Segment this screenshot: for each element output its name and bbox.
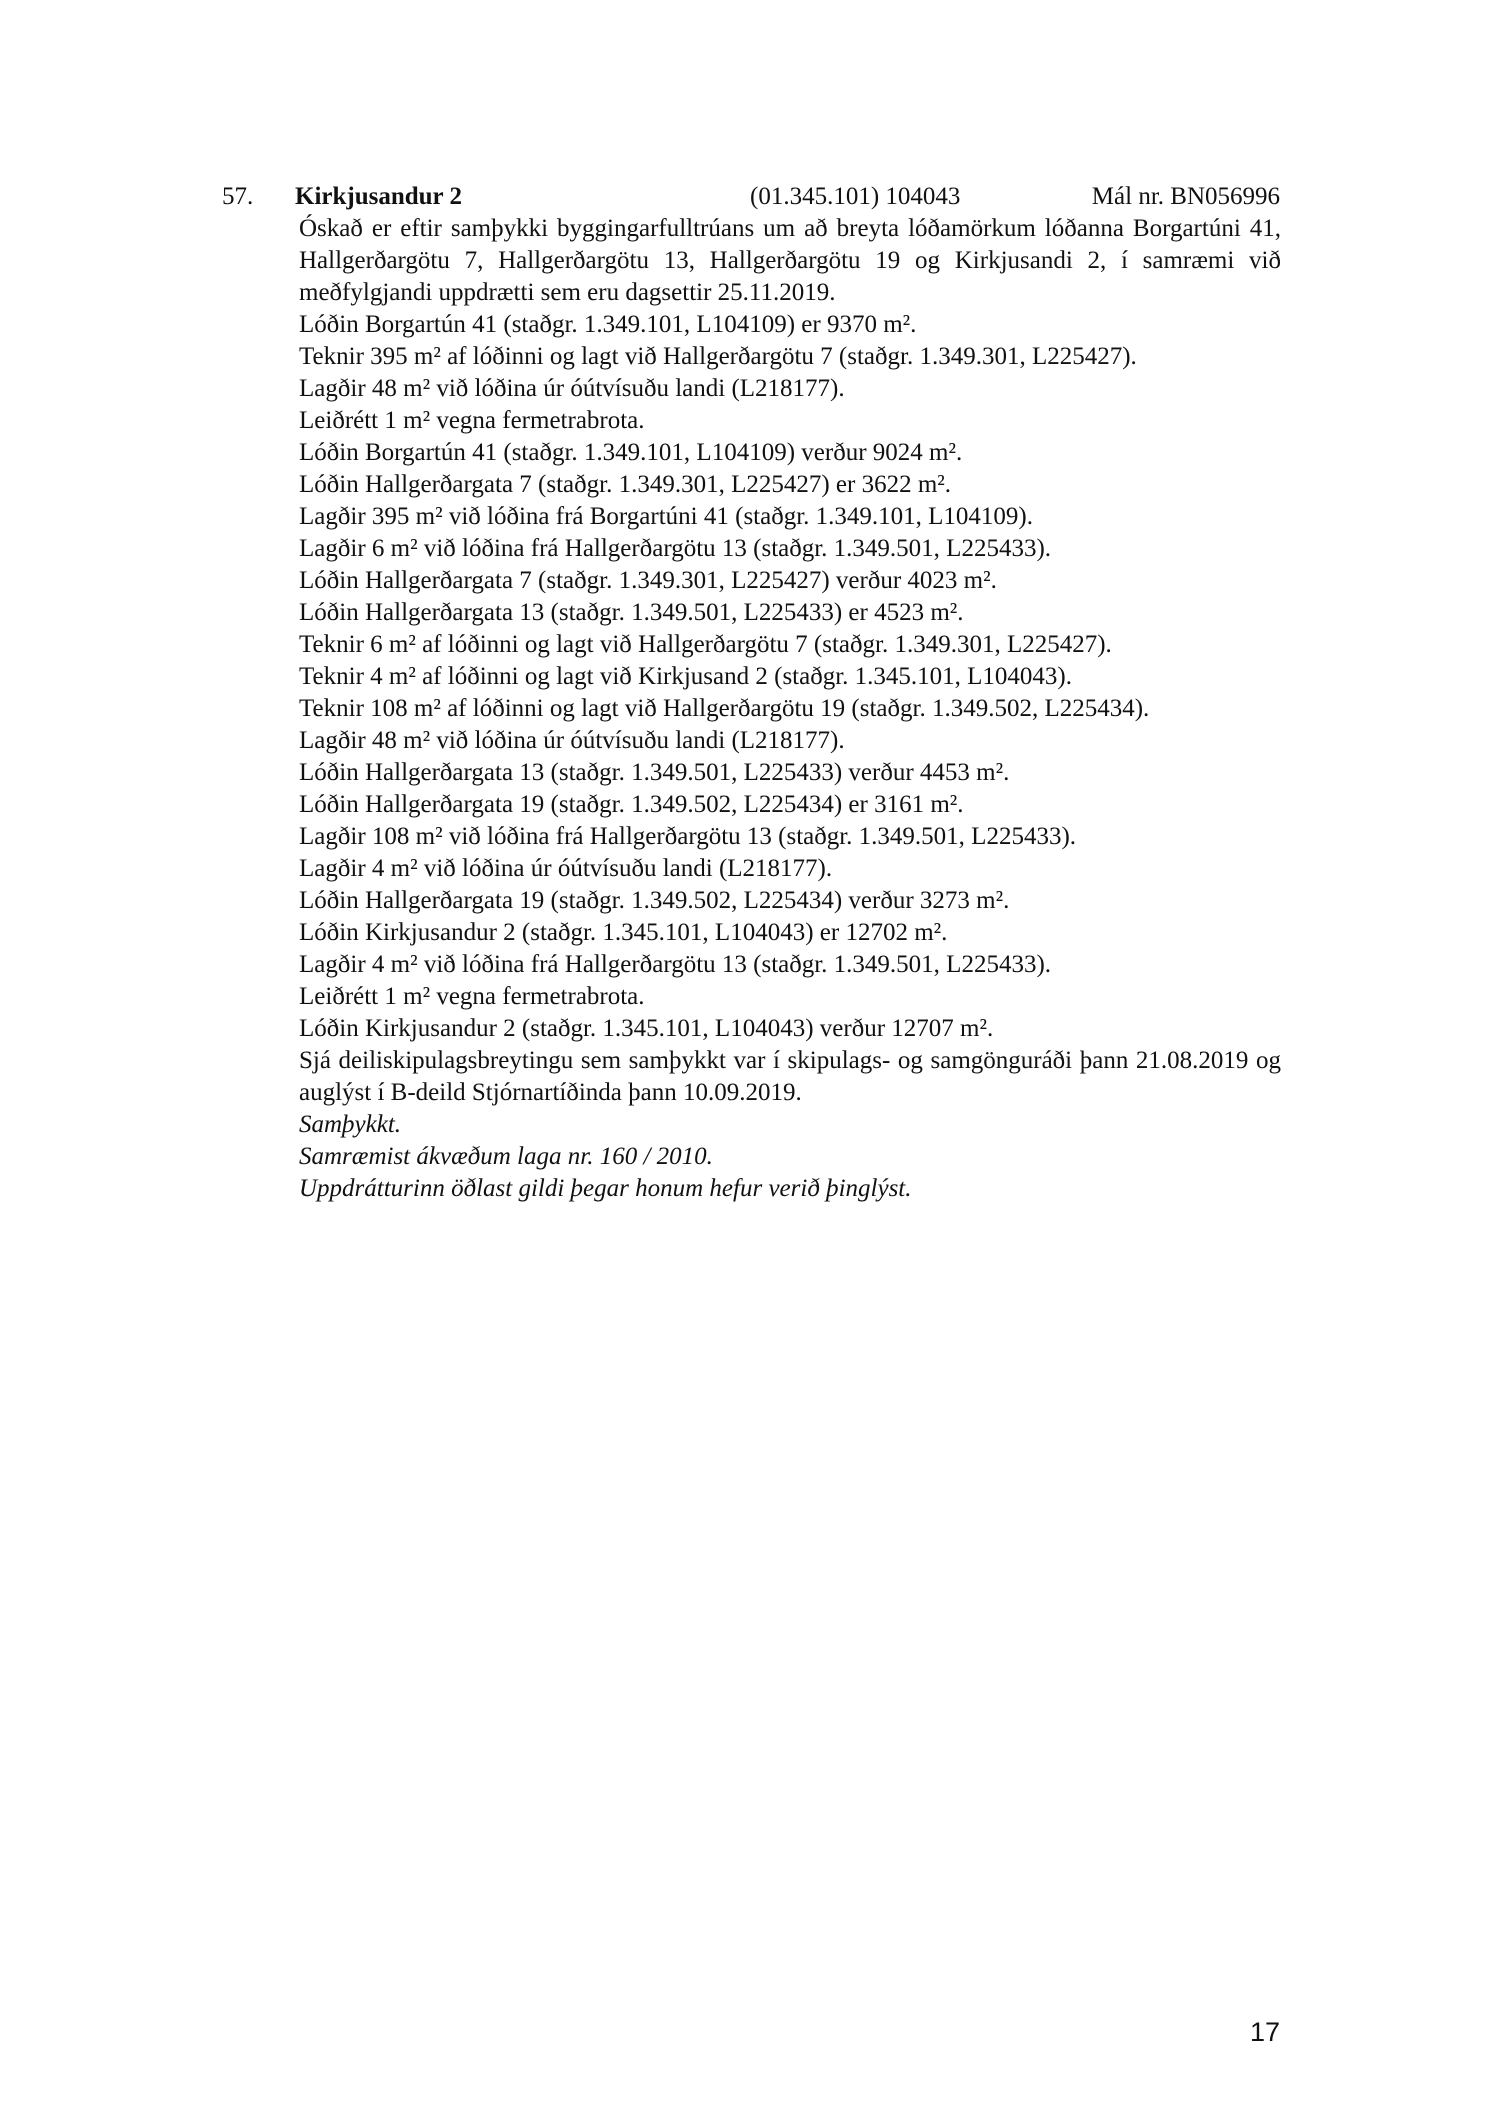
item-title: Kirkjusandur 2 [295, 183, 462, 210]
item-land-number: (01.345.101) 104043 [750, 183, 961, 210]
body-line: Lagðir 108 m² við lóðina frá Hallgerðargötu 13 (staðgr. 1.349.501, L225433). [299, 823, 1077, 850]
body-line: Leiðrétt 1 m² vegna fermetrabrota. [299, 407, 645, 434]
body-line: Teknir 4 m² af lóðinni og lagt við Kirkjusand 2 (staðgr. 1.345.101, L104043). [299, 663, 1073, 690]
body-line: Lóðin Kirkjusandur 2 (staðgr. 1.345.101, L104043) er 12702 m². [299, 919, 948, 946]
decision-line: Samþykkt. [299, 1111, 402, 1138]
body-line: Lóðin Hallgerðargata 13 (staðgr. 1.349.501, L225433) verður 4453 m². [299, 759, 1010, 786]
body-line: Lóðin Hallgerðargata 7 (staðgr. 1.349.301, L225427) verður 4023 m². [299, 567, 997, 594]
body-line: Teknir 395 m² af lóðinni og lagt við Hallgerðargötu 7 (staðgr. 1.349.301, L225427). [299, 343, 1137, 370]
plan-note: Sjá deiliskipulagsbreytingu sem samþykkt var í skipulags- og samgönguráði þann 21.08.2019 og auglýst í B-deild Stjórnartíðinda þann 10.09.2019. [299, 1047, 1281, 1106]
item-intro: Óskað er eftir samþykki byggingarfulltrúans um að breyta lóðamörkum lóðanna Borgartúni 41, Hallgerðargötu 7, Hallgerðargötu 13, Hallgerðargötu 19 og Kirkjusandi 2, í samræmi við meðfylgjandi uppdrætti sem eru dagsettir 25.11.2019. [299, 215, 1281, 306]
item-case-number: Mál nr. BN056996 [1091, 183, 1280, 210]
body-line: Teknir 6 m² af lóðinni og lagt við Hallgerðargötu 7 (staðgr. 1.349.301, L225427). [299, 631, 1112, 658]
body-line: Leiðrétt 1 m² vegna fermetrabrota. [299, 983, 645, 1010]
decision-line: Samræmist ákvæðum laga nr. 160 / 2010. [299, 1143, 713, 1170]
body-line: Lóðin Kirkjusandur 2 (staðgr. 1.345.101, L104043) verður 12707 m². [299, 1015, 994, 1042]
body-line: Lagðir 4 m² við lóðina frá Hallgerðargötu 13 (staðgr. 1.349.501, L225433). [299, 951, 1052, 978]
body-line: Lóðin Hallgerðargata 7 (staðgr. 1.349.301, L225427) er 3622 m². [299, 471, 952, 498]
decision-line: Uppdrátturinn öðlast gildi þegar honum hefur verið þinglýst. [299, 1175, 912, 1202]
body-line: Lóðin Borgartún 41 (staðgr. 1.349.101, L104109) verður 9024 m². [299, 439, 963, 466]
body-line: Lagðir 6 m² við lóðina frá Hallgerðargötu 13 (staðgr. 1.349.501, L225433). [299, 535, 1052, 562]
item-number: 57. [222, 183, 254, 210]
body-line: Lóðin Borgartún 41 (staðgr. 1.349.101, L104109) er 9370 m². [299, 311, 917, 338]
body-line: Lagðir 4 m² við lóðina úr óútvísuðu landi (L218177). [299, 855, 833, 882]
item-body [299, 213, 1281, 1205]
body-line: Lóðin Hallgerðargata 13 (staðgr. 1.349.501, L225433) er 4523 m². [299, 599, 964, 626]
body-line: Lagðir 395 m² við lóðina frá Borgartúni 41 (staðgr. 1.349.101, L104109). [299, 503, 1034, 530]
page-number: 17 [1249, 2017, 1280, 2047]
item-header [222, 181, 1280, 213]
body-line: Lagðir 48 m² við lóðina úr óútvísuðu landi (L218177). [299, 727, 845, 754]
body-line: Teknir 108 m² af lóðinni og lagt við Hallgerðargötu 19 (staðgr. 1.349.502, L225434). [299, 695, 1150, 722]
body-line: Lagðir 48 m² við lóðina úr óútvísuðu landi (L218177). [299, 375, 845, 402]
body-line: Lóðin Hallgerðargata 19 (staðgr. 1.349.502, L225434) verður 3273 m². [299, 887, 1010, 914]
body-line: Lóðin Hallgerðargata 19 (staðgr. 1.349.502, L225434) er 3161 m². [299, 791, 964, 818]
